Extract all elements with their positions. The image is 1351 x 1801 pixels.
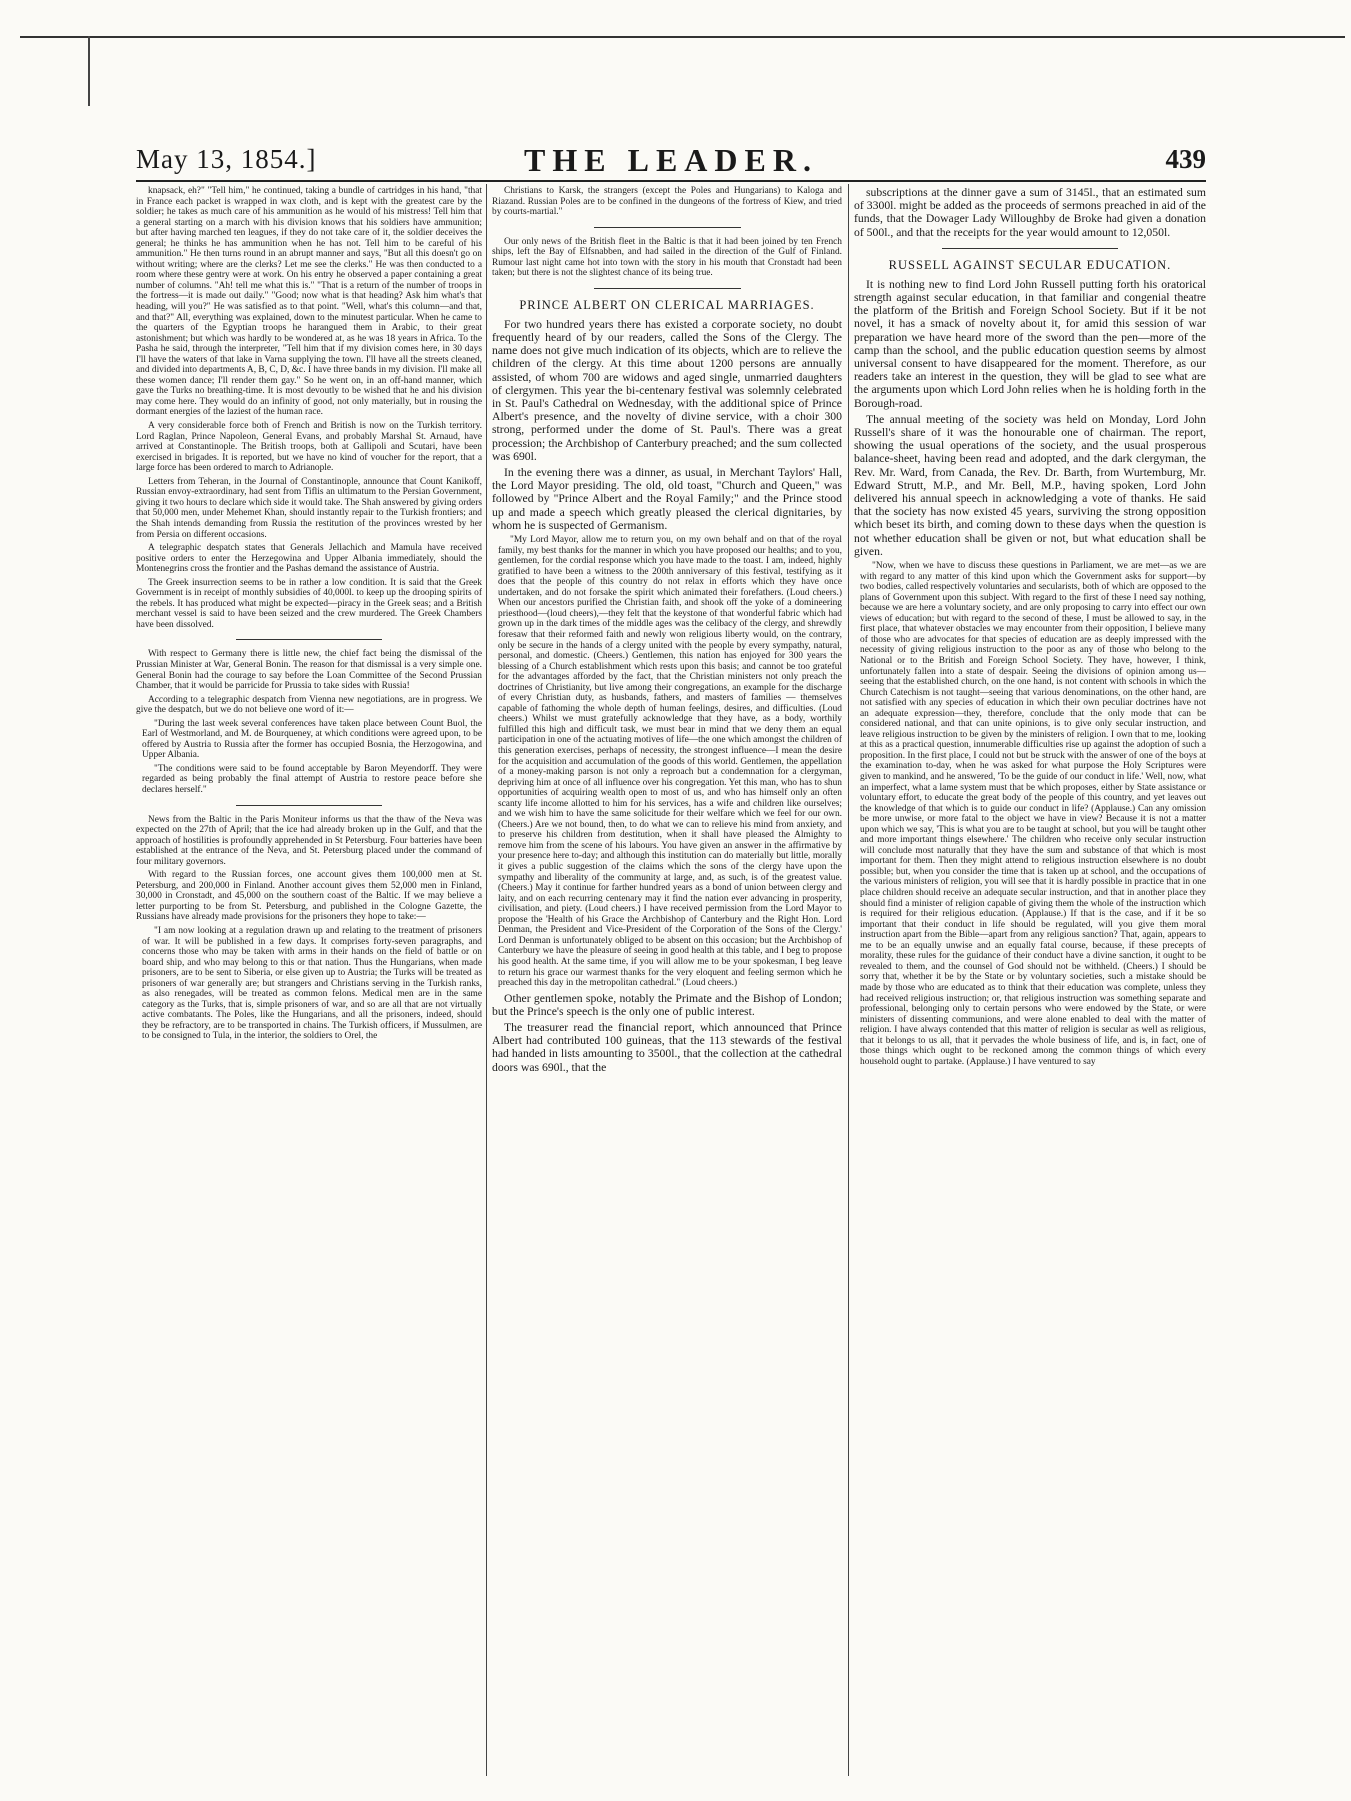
paragraph: In the evening there was a dinner, as usual, in Merchant Taylors' Hall, the Lord Mayor presiding. The old, old toast, "Church and Queen," was followed by "Prince Albert and the Royal Family;" and the Prince stood up and made a speech which greatly pleased the clerical dignitaries, by whom he is suspected of Germanism.: [492, 466, 842, 532]
page-header: [136, 142, 1206, 178]
quotation: "My Lord Mayor, allow me to return you, on my own behalf and on that of the royal family, my best thanks for the manner in which you have proposed our healths; and to you, gentlemen, for the cordial response which you have made to the toast. I am, indeed, highly gratified to have been a witness to the 200th anniversary of this festival, testifying as it does that the people of this country do not relax in efforts which they have once undertaken, and do not forsake the spirit which animated their forefathers. (Loud cheers.) When our ancestors purified the Christian faith, and shook off the yoke of a domineering priesthood—(loud cheers),—they felt that the keystone of that wonderful fabric which had grown up in the dark times of the middle ages was the celibacy of the clergy, and shrewdly foresaw that their reformed faith and newly won religious liberty would, on the contrary, only be secure in the hands of a clergy united with the people by every sympathy, natural, personal, and domestic. (Cheers.) Gentlemen, this nation has enjoyed for 300 years the blessing of a Church establishment which rests upon this basis; and cannot be too grateful for the advantages afforded by the fact, that the Christian ministers not only preach the doctrines of Christianity, but live among their congregations, an example for the discharge of every Christian duty, as husbands, fathers, and masters of families — themselves capable of fathoming the whole depth of human feelings, desires, and difficulties. (Loud cheers.) Whilst we must gratefully acknowledge that they have, as a body, worthily fulfilled this high and difficult task, we must bear in mind that we deny them an equal participation in one of the actuating motives of life—the one which amongst the children of this generation exercises, perhaps of necessity, the strongest influence—I mean the desire for the acquisition and accumulation of the goods of this world. Gentlemen, the appellation of a money-making parson is not only a reproach but a condemnation for a clergyman, depriving him at once of all influence over his congregation. Yet this man, who has to shun opportunities of acquiring wealth open to most of us, and who has himself only an often scanty life income allotted to him for his services, has a wife and children like ourselves; and we wish him to have the same solicitude for their welfare which we feel for our own. (Cheers.) Are we not bound, then, to do what we can to relieve his mind from anxiety, and to preserve his children from destitution, when it shall have pleased the Almighty to remove him from the scene of his labours. You have given an answer in the affirmative by your presence here to-day; and although this institution can do materially but little, morally it gives a public suggestion of the claims which the sons of the clergy have upon the sympathy and liberality of the community at large, and, as such, is of the greatest value. (Cheers.) May it continue for farther hundred years as a bond of union between clergy and laity, and on each recurring centenary may it find the nation ever advancing in prosperity, civilisation, and piety. (Loud cheers.) I have received permission from the Lord Mayor to propose the 'Health of his Grace the Archbishop of Canterbury and the Right Hon. Lord Denman, the President and Vice-President of the Corporation of the Sons of the Clergy.' Lord Denman is unfortunately obliged to be absent on this occasion; but the Archbishop of Canterbury we have the pleasure of seeing in good health at this table, and I beg to propose his good health. At the same time, if you will allow me to be your spokesman, I beg leave to return his grace our warmest thanks for the very eloquent and feeling sermon which he preached this day in the metropolitan cathedral." (Loud cheers.): [498, 535, 842, 989]
quotation: "The conditions were said to be found acceptable by Baron Meyendorff. They were regarded as being probably the final attempt of Austria to restore peace before she declares herself.": [142, 763, 482, 795]
paragraph: The annual meeting of the society was held on Monday, Lord John Russell's share of it was the honourable one of chairman. The report, showing the usual operations of the society, and the usual prosperous balance-sheet, having been read and adopted, and the dark clergyman, the Rev. Mr. Ward, from Canada, the Rev. Dr. Barth, from Wurtemburg, Mr. Edward Strutt, M.P., and Mr. Bell, M.P., having spoken, Lord John delivered his annual speech in acknowledging a vote of thanks. He said that the society has now existed 45 years, surviving the strong opposition which beset its birth, and coming down to these days when the question is not whether education shall be given or not, but what education shall be given.: [854, 412, 1206, 558]
paragraph: With respect to Germany there is little new, the chief fact being the dismissal of the Prussian Minister at War, General Bonin. The reason for that dismissal is a very simple one. General Bonin had the courage to say before the Loan Committee of the Second Prussian Chamber, that it would be parricide for Prussia to take sides with Russia!: [136, 649, 482, 692]
paragraph: knapsack, eh?" "Tell him," he continued, taking a bundle of cartridges in his hand, "that in France each packet is wrapped in wax cloth, and is kept with the greatest care by the soldier; he takes as much care of his ammunition as he would of his mistress! Tell him that a general starting on a march with his division knows that his soldiers have ammunition; but after having marched ten leagues, if they do not take care of it, the soldier deceives the general; he thinks he has ammunition when he has not. Tell him to be careful of his ammunition." He then turns round in an abrupt manner and says, "But all this doesn't go on without writing; where are the clerks? Let me see the clerks." He was then conducted to a room where these gentry were at work. On his entry he observed a paper containing a great number of columns. "Ah! tell me what this is." "That is a return of the number of troops in the fortress—it is made out daily." "Good; now what is that heading? Ask him what's that heading, will you?" He was satisfied as to that point. "Well, what's this column—and that, and that?" All, everything was explained, down to the minutest particular. When he came to the quarters of the Egyptian troops he harangued them in Arabic, to their great astonishment; but which was hardly to be wondered at, as he was 18 years in Africa. To the Pasha he said, through the interpreter, "Tell him that if my division comes here, in 30 days I'll have the waters of that lake in Varna supplying the town. I'll have all the streets cleaned, and divided into departments A, B, C, D, &c. I have three bands in my division. I'll make all these women dance; I'll render them gay." So he went on, in an off-hand manner, which gave the Turks no breathing-time. It is most devoutly to be wished that he and his division may come here. They would do an infinity of good, not only materially, but in rousing the dormant energies of the laziest of the human race.: [136, 186, 482, 418]
paragraph: The Greek insurrection seems to be in rather a low condition. It is said that the Greek Government is in receipt of monthly subsidies of 40,000l. to keep up the drooping spirits of the rebels. It has produced what might be expected—piracy in the Greek seas; and a British merchant vessel is said to have been seized and the crew murdered. The Greek Chambers have been dissolved.: [136, 577, 482, 630]
article-heading-prince-albert: PRINCE ALBERT ON CLERICAL MARRIAGES.: [519, 297, 815, 312]
page-edge-line: [88, 36, 90, 106]
paragraph: It is nothing new to find Lord John Russell putting forth his oratorical strength against secular education, in that familiar and congenial theatre the platform of the British and Foreign School Society. But if it be not novel, it has a smack of novelty about it, for amid this session of war preparation we have heard more of the sword than the pen—more of the camp than the school, and the public education question seems by almost universal consent to have disappeared for the moment. Therefore, as our readers take an interest in the question, they will be glad to see what are the arguments upon which Lord John relies when he is holding forth in the Borough-road.: [854, 277, 1206, 410]
paragraph: Letters from Teheran, in the Journal of Constantinople, announce that Count Kanikoff, Russian envoy-extraordinary, had sent from Tiflis an ultimatum to the Persian Government, giving it two hours to declare which side it would take. The Shah answered by giving orders that 50,000 men, under Mehemet Khan, should instantly repair to the Turkish frontiers; and the Shah intends demanding from Russia the restitution of the provinces wrested by her from Persia on different occasions.: [136, 476, 482, 540]
newspaper-title: THE LEADER.: [524, 142, 818, 178]
paragraph: The treasurer read the financial report, which announced that Prince Albert had contributed 100 guineas, that the 113 stewards of the festival had handed in lists amounting to 3500l., that the collection at the cathedral doors was 690l., that the: [492, 1021, 842, 1074]
section-separator: [942, 248, 1118, 249]
paragraph: Other gentlemen spoke, notably the Primate and the Bishop of London; but the Prince's speech is the only one of public interest.: [492, 991, 842, 1018]
paragraph: For two hundred years there has existed a corporate society, no doubt frequently heard of by our readers, called the Sons of the Clergy. The name does not give much indication of its objects, which are to relieve the children of the clergy. At this time about 1200 persons are annually assisted, of whom 700 are widows and aged single, unmarried daughters of clergymen. This year the bi-centenary festival was solemnly celebrated in St. Paul's Cathedral on Wednesday, with the additional spice of Prince Albert's presence, and the novelty of divine service, with a choir 300 strong, performed under the dome of St. Paul's. There was a great procession; the Archbishop of Canterbury preached; and the sum collected was 690l.: [492, 317, 842, 463]
section-separator: [236, 805, 381, 806]
page-number: 439: [1165, 144, 1206, 174]
article-heading-russell: RUSSELL AGAINST SECULAR EDUCATION.: [888, 257, 1172, 272]
top-border-line: [20, 36, 1345, 38]
column-1: [136, 186, 482, 1776]
column-divider-2: [848, 184, 849, 1776]
header-rule: [136, 180, 1206, 182]
column-divider-1: [486, 184, 487, 1776]
quotation: "I am now looking at a regulation drawn up and relating to the treatment of prisoners of war. It will be published in a few days. It comprises forty-seven paragraphs, and concerns those who may be taken with arms in their hands on the field of battle or on board ship, and who may belong to this or that nation. Thus the Hungarians, when made prisoners, are to be sent to Siberia, or else given up to Austria; the Turks will be treated as prisoners of war generally are; but strangers and Christians serving in the Turkish ranks, as also renegades, will be treated as common felons. Medical men are in the same category as the Turks, that is, simple prisoners of war, and so are all that are not virtually active combatants. The Poles, like the Hungarians, and all the prisoners, indeed, should they be refractory, are to be transported in chains. The Turkish officers, if Mussulmen, are to be consigned to Tula, in the interior, the soldiers to Orel, the: [142, 926, 482, 1042]
issue-date: May 13, 1854.]: [136, 144, 317, 174]
paragraph: Christians to Karsk, the strangers (except the Poles and Hungarians) to Kaloga and Riazand. Russian Poles are to be confined in the dungeons of the fortress of Kiew, and tried by courts-martial.": [492, 186, 842, 218]
paragraph: subscriptions at the dinner gave a sum of 3145l., that an estimated sum of 3300l. might be added as the proceeds of sermons preached in aid of the funds, that the Dowager Lady Willoughby de Broke had given a donation of 500l., and that the receipts for the year would amount to 12,050l.: [854, 186, 1206, 239]
section-separator: [594, 227, 741, 228]
paragraph: According to a telegraphic despatch from Vienna new negotiations, are in progress. We give the despatch, but we do not believe one word of it:—: [136, 694, 482, 716]
paragraph: Our only news of the British fleet in the Baltic is that it had been joined by ten French ships, left the Bay of Elfsnabben, and had sailed in the direction of the Gulf of Finland. Rumour last night came hot into town with the story in his mouth that Cronstadt had been taken; but there is not the slightest chance of its being true.: [492, 236, 842, 279]
section-separator: [236, 639, 381, 640]
column-2: [492, 186, 842, 1776]
paragraph: A very considerable force both of French and British is now on the Turkish territory. Lord Raglan, Prince Napoleon, General Evans, and probably Marshal St. Arnaud, have arrived at Constantinople. The British troops, both at Gallipoli and Scutari, have been exercised in brigades. It is reported, but we have no kind of voucher for the report, that a large force has been ordered to march to Adrianople.: [136, 421, 482, 474]
paragraph: A telegraphic despatch states that Generals Jellachich and Mamula have received positive orders to enter the Herzegowina and Upper Albania immediately, should the Montenegrins cross the frontier and the Pashas demand the assistance of Austria.: [136, 543, 482, 575]
paragraph: With regard to the Russian forces, one account gives them 100,000 men at St. Petersburg, and 200,000 in Finland. Another account gives them 52,000 men in Finland, 30,000 in Cronstadt, and 45,000 on the southern coast of the Baltic. If we may believe a letter purporting to be from St. Petersburg, and published in the Cologne Gazette, the Russians have already made provisions for the prisoners they hope to take:—: [136, 870, 482, 923]
section-separator: [594, 288, 741, 289]
quotation: "Now, when we have to discuss these questions in Parliament, we are met—as we are with regard to any matter of this kind upon which the Government asks for support—by two bodies, called respectively voluntaries and secularists, both of which are opposed to the plans of Government upon this subject. With regard to the first of these I need say nothing, because we are here a voluntary society, and are only proposing to carry into effect our own views of education; but with regard to the second of these, I must be allowed to say, in the first place, that whatever obstacles we may encounter from their opposition, I believe many of those who are advocates for that species of education are as deeply impressed with the necessity of giving religious instruction to the poor as any of those who belong to the National or to the British and Foreign School Society. They have, however, I think, unfortunately fallen into a state of despair. Seeing the divisions of opinion among us—seeing that the established church, on the one hand, is not content with schools in which the Church Catechism is not taught—seeing that various denominations, on the other hand, are not satisfied with any species of education in which their own peculiar doctrines have not an adequate expression—they, therefore, conclude that the only mode that can be considered national, and that can unite opinions, is to give only secular instruction, and leave religious instruction to be given by the ministers of religion. I own that to me, looking at this as a practical question, innumerable difficulties rise up against the adoption of such a proposition. In the first place, I could not but be struck with the answer of one of the boys at the examination to-day, when he was asked for what purpose the Holy Scriptures were given to mankind, and he answered, 'To be the guide of our conduct in life.' Well, now, what an imperfect, what a lame system must that be which proposes, either by State assistance or voluntary effort, to educate the great body of the people of this country, and yet leaves out the knowledge of that which is to guide our conduct in life? (Applause.) Can any omission be more unwise, or more fatal to the object we have in view? Because it is not a matter upon which we say, 'This is what you are to be taught at school, but you will be taught other and more important things elsewhere.' The children who receive only secular instruction will conclude most naturally that they have the sum and substance of that which is most important for them. Then they might attend to religious instruction elsewhere is no doubt possible; but, when you consider the time that is taken up at school, and the occupations of the various ministers of religion, you will see that it is hardly possible in practice that in one place children should receive an adequate secular instruction, and that in another place they should find a minister of religion capable of giving them the whole of the instruction which is required for their religious education. (Applause.) If that is the case, and if it be so important that their conduct in life should be regulated, will you give them moral instruction apart from the Bible—apart from any religious sanction? That, again, appears to me to be an equally unwise and an equally fatal course, because, if these precepts of morality, these rules for the guidance of their conduct have a divine sanction, it ought to be revealed to them, and the counsel of God should not be withheld. (Cheers.) I should be sorry that, whether it be by the State or by voluntary societies, such a mistake should be made by those who are educated as to think that their education was complete, unless they had received religious instruction; or, that religious instruction was something separate and professional, belonging only to certain persons who were endowed by the State, or were ministers of dissenting communions, and were alone enabled to deal with the matter of religion. I have always contended that this matter of religion is secular as well as religious, that it belongs to us all, that it pervades the whole business of life, and is, in fact, one of those things which ought to be reckoned among the common things of which every household ought to partake. (Applause.) I have ventured to say: [860, 561, 1206, 1067]
column-3: [854, 186, 1206, 1776]
quotation: "During the last week several conferences have taken place between Count Buol, the Earl of Westmorland, and M. de Bourqueney, at which conditions were agreed upon, to be offered by Austria to Russia after the former has occupied Bosnia, the Herzogowina, and Upper Albania.: [142, 718, 482, 761]
paragraph: News from the Baltic in the Paris Moniteur informs us that the thaw of the Neva was expected on the 27th of April; that the ice had already broken up in the Gulf, and that the approach of hostilities is profoundly apprehended in St Petersburg. Four batteries have been established at the entrance of the Neva, and St. Petersburg placed under the command of four military governors.: [136, 814, 482, 867]
